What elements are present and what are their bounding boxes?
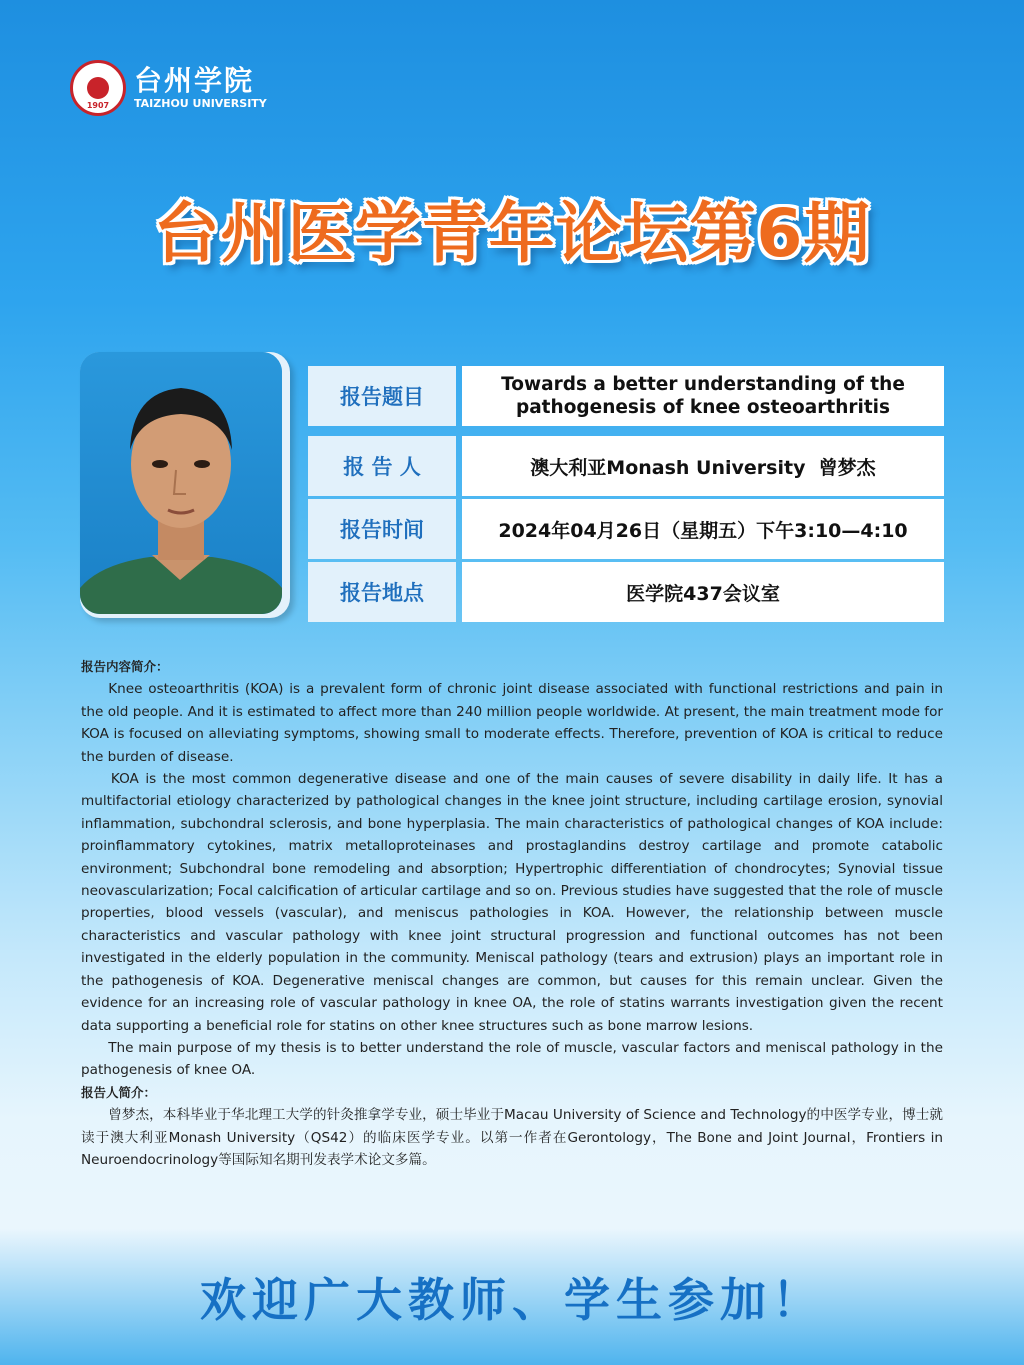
content-section (81, 656, 943, 1171)
abstract-paragraph-3: The main purpose of my thesis is to better understand the role of muscle, vascular factors and meniscal pathology in the pathogenesis of knee OA. (81, 1039, 943, 1079)
speaker-photo (80, 352, 282, 614)
location-value: 医学院437会议室 (462, 562, 944, 622)
abstract-paragraph-2: KOA is the most common degenerative disease and one of the main causes of severe disability in daily life. It has a multifactorial etiology characterized by pathological changes in the knee joint structure, including cartilage erosion, synovial inflammation, subchondral sclerosis, and bone hyperplasia. The main characteristics of pathological changes of KOA include: proinflammatory cytokines, matrix metalloproteinases and prostaglandins destroy cartilage and promote catabolic environment; Subchondral bone remodeling and absorption; Hypertrophic differentiation of chondrocytes; Synovial tissue neovascularization; Focal calcification of articular cartilage and so on. Previous studies have suggested that the role of muscle properties, blood vessels (vascular), and meniscus pathologies in KOA. However, the relationship between muscle characteristics and vascular pathology with knee joint structural progression and functional outcomes has not been investigated in the elderly population in the community. Meniscal pathology (tears and extrusion) plays an important role in the pathogenesis of KOA. Degenerative meniscal changes are common, but causes for this remain unclear. Given the evidence for an increasing role of vascular pathology in knee OA, the role of statins warrants investigation given the recent data supporting a beneficial role for statins on other knee structures such as bone marrow lesions. (81, 771, 943, 1034)
topic-value-line2: pathogenesis of knee osteoarthritis (515, 397, 891, 418)
seal-year: 1907 (86, 101, 110, 110)
university-seal-icon (70, 60, 126, 116)
university-name-en: TAIZHOU UNIVERSITY (134, 97, 267, 110)
topic-label: 报告题目 (308, 366, 456, 426)
topic-value-line1: Towards a better understanding of the (501, 374, 905, 395)
abstract-paragraph-1: Knee osteoarthritis (KOA) is a prevalent form of chronic joint disease associated with functional restrictions and pain in the old people. And it is estimated to affect more than 240 million people worldwide. At present, the main treatment mode for KOA is focused on alleviating symptoms, showing small to moderate effects. Therefore, prevention of KOA is critical to reduce the burden of disease. (81, 681, 943, 765)
abstract-heading: 报告内容简介： (81, 659, 169, 674)
poster-title: 台州医学青年论坛第6期 (153, 195, 871, 272)
bio-paragraph: 曾梦杰，本科毕业于华北理工大学的针灸推拿学专业，硕士毕业于Macau University of Science and Technology的中医学专业，博士就读于澳大利亚Monash University（QS42）的临床医学专业。以第一作者在Gerontology，The Bone and Joint Journal，Frontiers in Neuroendocrinology等国际知名期刊发表学术论文多篇。 (81, 1107, 943, 1168)
location-label: 报告地点 (308, 562, 456, 622)
welcome-footer: 欢迎广大教师、学生参加！ (200, 1273, 824, 1327)
topic-value (462, 366, 944, 426)
time-label: 报告时间 (308, 499, 456, 559)
university-name-cn: 台州学院 (134, 64, 255, 97)
speaker-label: 报 告 人 (308, 436, 456, 496)
info-row-location (308, 562, 944, 622)
university-logo (70, 60, 267, 116)
bio-heading: 报告人简介： (81, 1084, 157, 1100)
info-row-topic (308, 366, 944, 426)
info-row-speaker (308, 436, 944, 496)
info-row-time (308, 499, 944, 559)
time-value: 2024年04月26日（星期五）下午3:10—4:10 (462, 499, 944, 559)
speaker-value: 澳大利亚Monash University 曾梦杰 (462, 436, 944, 496)
